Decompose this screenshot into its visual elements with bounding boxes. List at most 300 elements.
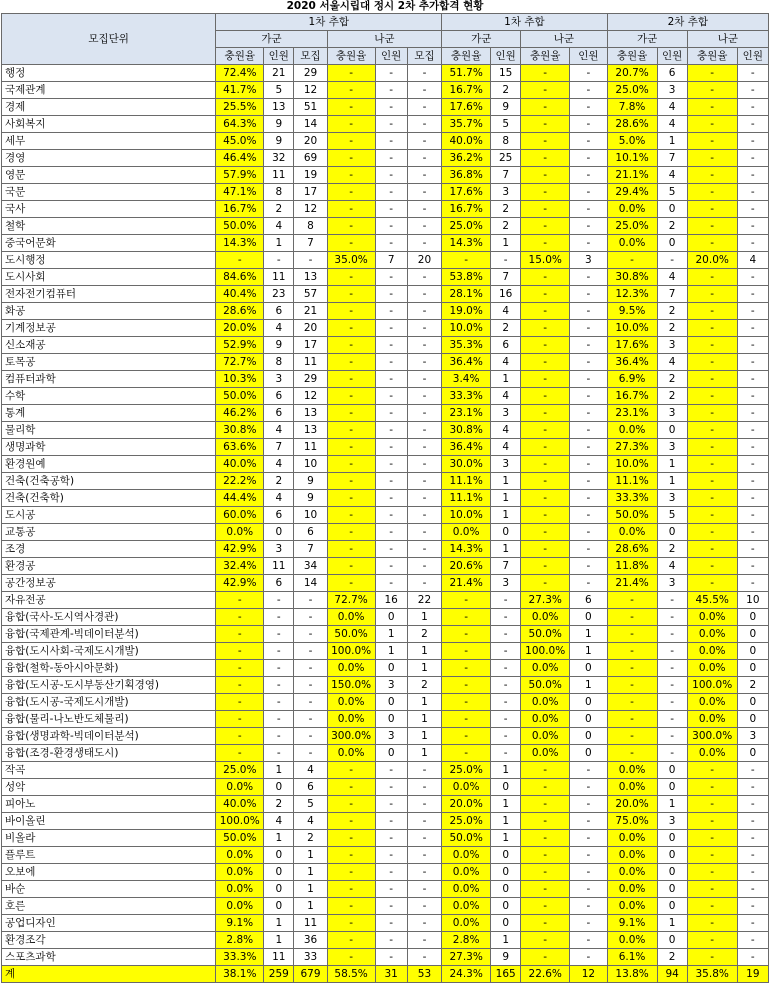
value-cell: - <box>737 524 768 541</box>
unit-header: 모집단위 <box>2 14 216 65</box>
value-cell: - <box>407 847 441 864</box>
value-cell: 35.0% <box>327 252 375 269</box>
value-cell: - <box>491 592 521 609</box>
value-cell: - <box>521 405 570 422</box>
value-cell: 2 <box>264 796 294 813</box>
value-cell: 0 <box>491 881 521 898</box>
value-cell: 36.4% <box>442 439 491 456</box>
value-cell: - <box>687 541 737 558</box>
value-cell: 20 <box>294 320 327 337</box>
table-row <box>2 847 769 864</box>
value-cell: 7 <box>294 235 327 252</box>
table-row <box>2 745 769 762</box>
value-cell: 10 <box>294 507 327 524</box>
value-cell: 0 <box>264 524 294 541</box>
value-cell: - <box>687 150 737 167</box>
value-cell: - <box>607 626 657 643</box>
value-cell: 15 <box>491 65 521 82</box>
value-cell: 1 <box>407 694 441 711</box>
value-cell: 0 <box>491 864 521 881</box>
value-cell: - <box>327 558 375 575</box>
value-cell: - <box>687 218 737 235</box>
value-cell: 2 <box>657 371 687 388</box>
value-cell: 0 <box>491 898 521 915</box>
value-cell: - <box>264 711 294 728</box>
value-cell: 10.0% <box>607 320 657 337</box>
value-cell: - <box>375 269 407 286</box>
value-cell: 4 <box>264 490 294 507</box>
value-cell: - <box>570 864 607 881</box>
fill-rate-header: 충원율 <box>442 48 491 65</box>
value-cell: - <box>264 626 294 643</box>
table-row <box>2 439 769 456</box>
value-cell: 22.6% <box>521 966 570 983</box>
value-cell: - <box>375 456 407 473</box>
value-cell: 7 <box>491 167 521 184</box>
value-cell: - <box>264 694 294 711</box>
value-cell: - <box>327 405 375 422</box>
value-cell: 0.0% <box>521 694 570 711</box>
value-cell: - <box>327 779 375 796</box>
value-cell: 1 <box>407 609 441 626</box>
value-cell: 0 <box>375 745 407 762</box>
value-cell: - <box>407 456 441 473</box>
unit-name-cell: 융합(물리-나노반도체물리) <box>2 711 216 728</box>
ga-header-b: 가군 <box>442 31 521 48</box>
value-cell: - <box>687 405 737 422</box>
value-cell: 0 <box>657 422 687 439</box>
value-cell: - <box>327 541 375 558</box>
value-cell: 7 <box>294 541 327 558</box>
value-cell: 0.0% <box>442 915 491 932</box>
value-cell: 38.1% <box>216 966 264 983</box>
value-cell: - <box>327 881 375 898</box>
value-cell: 0.0% <box>442 864 491 881</box>
value-cell: - <box>407 813 441 830</box>
value-cell: 2 <box>657 949 687 966</box>
value-cell: - <box>327 898 375 915</box>
value-cell: 13 <box>294 422 327 439</box>
value-cell: 33.3% <box>607 490 657 507</box>
value-cell: 19.0% <box>442 303 491 320</box>
unit-name-cell: 경제 <box>2 99 216 116</box>
value-cell: 4 <box>491 303 521 320</box>
value-cell: - <box>570 473 607 490</box>
value-cell: 679 <box>294 966 327 983</box>
value-cell: - <box>687 269 737 286</box>
value-cell: - <box>570 388 607 405</box>
value-cell: - <box>407 422 441 439</box>
value-cell: - <box>491 694 521 711</box>
value-cell: - <box>687 864 737 881</box>
value-cell: 0.0% <box>687 660 737 677</box>
value-cell: 20.0% <box>442 796 491 813</box>
value-cell: 50.0% <box>216 388 264 405</box>
value-cell: - <box>327 65 375 82</box>
na-header-a: 나군 <box>327 31 442 48</box>
value-cell: - <box>327 218 375 235</box>
value-cell: - <box>407 864 441 881</box>
value-cell: - <box>737 813 768 830</box>
value-cell: 53 <box>407 966 441 983</box>
value-cell: - <box>737 575 768 592</box>
value-cell: 150.0% <box>327 677 375 694</box>
value-cell: 25.0% <box>216 762 264 779</box>
value-cell: 0.0% <box>442 779 491 796</box>
unit-name-cell: 비올라 <box>2 830 216 847</box>
value-cell: - <box>375 337 407 354</box>
value-cell: 1 <box>294 864 327 881</box>
value-cell: 0 <box>737 660 768 677</box>
value-cell: - <box>570 354 607 371</box>
value-cell: 10.0% <box>442 507 491 524</box>
unit-name-cell: 융합(조경-환경생태도시) <box>2 745 216 762</box>
value-cell: 9 <box>491 99 521 116</box>
value-cell: - <box>442 609 491 626</box>
value-cell: - <box>407 286 441 303</box>
value-cell: - <box>294 609 327 626</box>
value-cell: 0.0% <box>687 711 737 728</box>
value-cell: - <box>570 507 607 524</box>
value-cell: 12 <box>294 201 327 218</box>
table-row <box>2 575 769 592</box>
value-cell: - <box>407 303 441 320</box>
value-cell: - <box>375 830 407 847</box>
value-cell: - <box>687 167 737 184</box>
value-cell: 5 <box>657 184 687 201</box>
value-cell: 23 <box>264 286 294 303</box>
value-cell: 1 <box>491 490 521 507</box>
value-cell: 24.3% <box>442 966 491 983</box>
value-cell: 4 <box>657 354 687 371</box>
value-cell: 9 <box>264 337 294 354</box>
value-cell: - <box>687 575 737 592</box>
value-cell: 0.0% <box>216 779 264 796</box>
value-cell: 1 <box>491 541 521 558</box>
value-cell: 0.0% <box>607 779 657 796</box>
value-cell: - <box>570 269 607 286</box>
value-cell: - <box>216 660 264 677</box>
table-row <box>2 286 769 303</box>
value-cell: - <box>491 252 521 269</box>
value-cell: - <box>737 167 768 184</box>
value-cell: 9 <box>264 133 294 150</box>
unit-name-cell: 신소재공 <box>2 337 216 354</box>
value-cell: 10 <box>294 456 327 473</box>
value-cell: - <box>737 201 768 218</box>
value-cell: - <box>737 490 768 507</box>
value-cell: - <box>687 286 737 303</box>
value-cell: - <box>407 490 441 507</box>
value-cell: 5 <box>294 796 327 813</box>
value-cell: - <box>570 201 607 218</box>
value-cell: - <box>687 507 737 524</box>
value-cell: 19 <box>294 167 327 184</box>
table-row <box>2 932 769 949</box>
value-cell: - <box>687 303 737 320</box>
value-cell: 4 <box>657 116 687 133</box>
unit-name-cell: 국제관계 <box>2 82 216 99</box>
value-cell: - <box>687 99 737 116</box>
value-cell: - <box>607 711 657 728</box>
value-cell: - <box>687 371 737 388</box>
value-cell: 17 <box>294 184 327 201</box>
value-cell: 64.3% <box>216 116 264 133</box>
value-cell: - <box>737 82 768 99</box>
value-cell: - <box>521 354 570 371</box>
value-cell: 11 <box>264 558 294 575</box>
value-cell: 1 <box>375 626 407 643</box>
value-cell: 50.0% <box>521 626 570 643</box>
total-row <box>2 966 769 983</box>
value-cell: 4 <box>264 320 294 337</box>
value-cell: - <box>521 847 570 864</box>
value-cell: 75.0% <box>607 813 657 830</box>
value-cell: 11.1% <box>607 473 657 490</box>
value-cell: - <box>687 456 737 473</box>
value-cell: - <box>407 337 441 354</box>
value-cell: - <box>657 711 687 728</box>
value-cell: 0.0% <box>216 524 264 541</box>
value-cell: - <box>216 677 264 694</box>
value-cell: 7 <box>491 558 521 575</box>
value-cell: 11.1% <box>442 473 491 490</box>
value-cell: 20.0% <box>607 796 657 813</box>
value-cell: - <box>407 184 441 201</box>
value-cell: 27.3% <box>442 949 491 966</box>
value-cell: 1 <box>491 473 521 490</box>
value-cell: - <box>294 694 327 711</box>
value-cell: - <box>216 694 264 711</box>
value-cell: - <box>737 507 768 524</box>
value-cell: 13 <box>294 405 327 422</box>
value-cell: 2 <box>657 218 687 235</box>
value-cell: 10 <box>737 592 768 609</box>
value-cell: - <box>737 320 768 337</box>
value-cell: 2 <box>491 218 521 235</box>
value-cell: 0 <box>657 762 687 779</box>
value-cell: 53.8% <box>442 269 491 286</box>
value-cell: 2 <box>407 677 441 694</box>
value-cell: 4 <box>657 558 687 575</box>
table-row <box>2 490 769 507</box>
quota-header: 모집 <box>294 48 327 65</box>
value-cell: 1 <box>491 762 521 779</box>
table-body <box>2 65 769 983</box>
value-cell: - <box>375 575 407 592</box>
value-cell: 41.7% <box>216 82 264 99</box>
value-cell: - <box>657 694 687 711</box>
value-cell: - <box>570 133 607 150</box>
value-cell: - <box>737 864 768 881</box>
table-row <box>2 711 769 728</box>
value-cell: - <box>407 269 441 286</box>
value-cell: 0 <box>570 609 607 626</box>
value-cell: 0 <box>657 830 687 847</box>
value-cell: - <box>521 796 570 813</box>
value-cell: - <box>570 218 607 235</box>
table-row <box>2 609 769 626</box>
value-cell: - <box>521 337 570 354</box>
value-cell: 0.0% <box>442 898 491 915</box>
count-header: 인원 <box>570 48 607 65</box>
value-cell: - <box>375 65 407 82</box>
value-cell: - <box>687 422 737 439</box>
value-cell: - <box>264 728 294 745</box>
value-cell: 0.0% <box>521 745 570 762</box>
value-cell: 35.8% <box>687 966 737 983</box>
value-cell: 0 <box>491 915 521 932</box>
value-cell: - <box>687 558 737 575</box>
value-cell: 0.0% <box>216 847 264 864</box>
table-row <box>2 116 769 133</box>
value-cell: - <box>521 779 570 796</box>
value-cell: 1 <box>657 456 687 473</box>
value-cell: - <box>737 796 768 813</box>
value-cell: - <box>294 643 327 660</box>
value-cell: - <box>521 99 570 116</box>
value-cell: 6 <box>264 507 294 524</box>
value-cell: 30.8% <box>442 422 491 439</box>
value-cell: - <box>687 473 737 490</box>
table-row <box>2 422 769 439</box>
value-cell: - <box>521 524 570 541</box>
value-cell: 36.8% <box>442 167 491 184</box>
value-cell: - <box>407 949 441 966</box>
value-cell: - <box>327 473 375 490</box>
value-cell: - <box>327 388 375 405</box>
value-cell: - <box>407 830 441 847</box>
value-cell: 2 <box>737 677 768 694</box>
unit-name-cell: 자유전공 <box>2 592 216 609</box>
value-cell: - <box>375 320 407 337</box>
unit-name-cell: 물리학 <box>2 422 216 439</box>
round1-header-a: 1차 추합 <box>216 14 442 31</box>
value-cell: - <box>375 524 407 541</box>
table-row <box>2 524 769 541</box>
value-cell: 3 <box>657 337 687 354</box>
value-cell: 100.0% <box>521 643 570 660</box>
table-row <box>2 65 769 82</box>
value-cell: - <box>687 847 737 864</box>
value-cell: 9 <box>264 116 294 133</box>
value-cell: 0 <box>375 711 407 728</box>
value-cell: - <box>407 371 441 388</box>
value-cell: 1 <box>407 643 441 660</box>
value-cell: 42.9% <box>216 575 264 592</box>
value-cell: 100.0% <box>327 643 375 660</box>
value-cell: - <box>375 99 407 116</box>
value-cell: 21 <box>294 303 327 320</box>
table-row <box>2 337 769 354</box>
fill-rate-header: 충원율 <box>607 48 657 65</box>
admission-table <box>1 13 769 983</box>
table-row <box>2 201 769 218</box>
value-cell: 50.0% <box>216 830 264 847</box>
value-cell: - <box>442 711 491 728</box>
value-cell: - <box>327 167 375 184</box>
value-cell: - <box>570 830 607 847</box>
value-cell: - <box>407 507 441 524</box>
value-cell: 2 <box>657 320 687 337</box>
unit-name-cell: 융합(철학-동아시아문화) <box>2 660 216 677</box>
value-cell: - <box>687 796 737 813</box>
value-cell: - <box>737 116 768 133</box>
value-cell: 0 <box>264 881 294 898</box>
value-cell: - <box>737 184 768 201</box>
value-cell: 100.0% <box>687 677 737 694</box>
value-cell: 8 <box>294 218 327 235</box>
value-cell: - <box>687 949 737 966</box>
value-cell: 0.0% <box>521 609 570 626</box>
value-cell: 32.4% <box>216 558 264 575</box>
value-cell: - <box>687 354 737 371</box>
value-cell: 1 <box>407 660 441 677</box>
value-cell: - <box>264 592 294 609</box>
table-row <box>2 218 769 235</box>
value-cell: 32 <box>264 150 294 167</box>
value-cell: 25.0% <box>442 762 491 779</box>
value-cell: - <box>687 201 737 218</box>
table-row <box>2 558 769 575</box>
value-cell: - <box>264 745 294 762</box>
value-cell: 0 <box>570 728 607 745</box>
value-cell: - <box>521 490 570 507</box>
value-cell: - <box>264 252 294 269</box>
value-cell: 6 <box>570 592 607 609</box>
value-cell: - <box>491 660 521 677</box>
value-cell: - <box>375 915 407 932</box>
value-cell: 3 <box>375 677 407 694</box>
value-cell: - <box>327 99 375 116</box>
unit-name-cell: 도시행정 <box>2 252 216 269</box>
value-cell: - <box>687 337 737 354</box>
value-cell: 0.0% <box>607 235 657 252</box>
value-cell: 1 <box>264 932 294 949</box>
value-cell: - <box>607 609 657 626</box>
value-cell: - <box>521 133 570 150</box>
value-cell: - <box>521 150 570 167</box>
value-cell: 1 <box>294 881 327 898</box>
value-cell: - <box>375 558 407 575</box>
value-cell: - <box>407 915 441 932</box>
value-cell: 45.0% <box>216 133 264 150</box>
value-cell: - <box>327 116 375 133</box>
value-cell: - <box>570 303 607 320</box>
table-row <box>2 830 769 847</box>
value-cell: - <box>687 133 737 150</box>
value-cell: - <box>407 541 441 558</box>
value-cell: 0.0% <box>327 745 375 762</box>
value-cell: 1 <box>491 813 521 830</box>
value-cell: - <box>521 949 570 966</box>
value-cell: 16.7% <box>216 201 264 218</box>
value-cell: 3 <box>491 405 521 422</box>
value-cell: 5 <box>491 116 521 133</box>
value-cell: 9.1% <box>216 915 264 932</box>
value-cell: - <box>737 932 768 949</box>
value-cell: 0.0% <box>687 626 737 643</box>
value-cell: 9.5% <box>607 303 657 320</box>
value-cell: 6 <box>264 575 294 592</box>
value-cell: - <box>375 201 407 218</box>
table-row <box>2 252 769 269</box>
value-cell: 51 <box>294 99 327 116</box>
value-cell: 7.8% <box>607 99 657 116</box>
value-cell: - <box>407 65 441 82</box>
value-cell: 16.7% <box>442 82 491 99</box>
value-cell: 33.3% <box>216 949 264 966</box>
